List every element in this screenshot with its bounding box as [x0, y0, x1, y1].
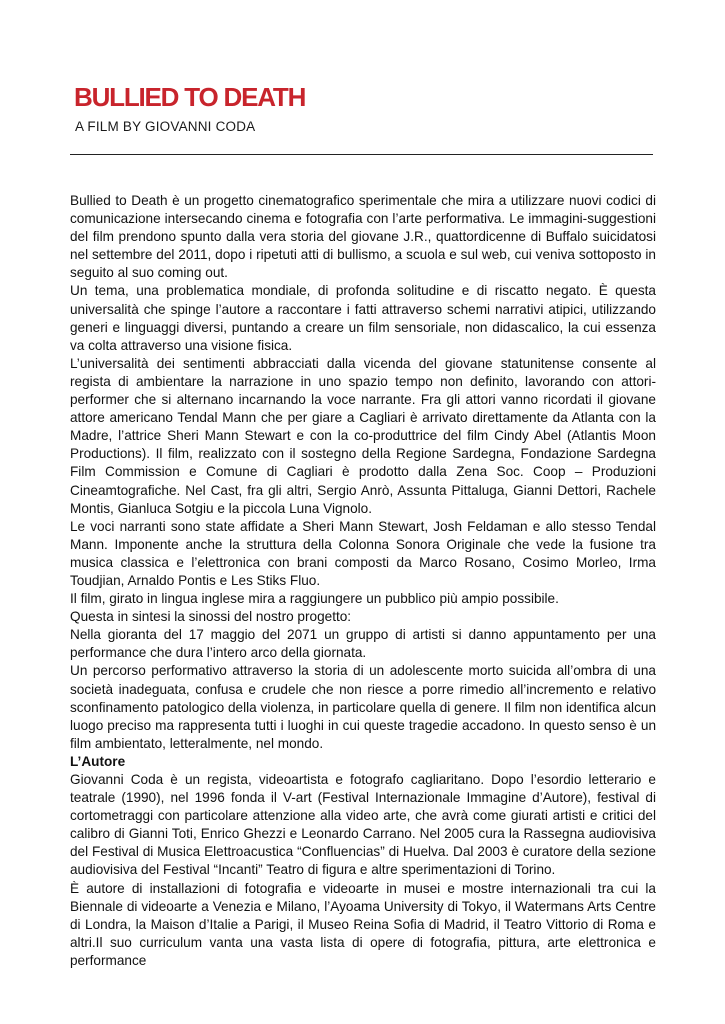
paragraph: L’universalità dei sentimenti abbracciati dalla vicenda del giovane statunitense consente al regista di ambientare la narrazione in uno spazio tempo non definito, lavorando con attori-performer che si alternano incarnando la voce narrante. Fra gli attori vanno ricordati il giovane attore americano Tendal Mann che per giare a Cagliari è arrivato direttamente da Atlanta con la Madre, l’attrice Sheri Mann Stewart e con la co-produttrice del film Cindy Abel (Atlantis Moon Productions). Il film, realizzato con il sostegno della Regione Sardegna, Fondazione Sardegna Film Commission e Comune di Cagliari è prodotto dalla Zena Soc. Coop – Produzioni Cineamtografiche. Nel Cast, fra gli altri, Sergio Anrò, Assunta Pittaluga, Gianni Dettori, Rachele Montis, Gianluca Sotgiu e la piccola Luna Vignolo.: [70, 355, 656, 516]
document-subtitle: A FILM BY GIOVANNI CODA: [75, 119, 256, 134]
document-title: BULLIED TO DEATH: [74, 82, 306, 112]
paragraph: Un tema, una problematica mondiale, di profonda solitudine e di riscatto negato. È questa universalità che spinge l’autore a raccontare i fatti attraverso schemi narrativi atipici, utilizzando generi e linguaggi diversi, puntando a creare un film sensoriale, non didascalico, la cui essenza va colta attraverso una visione fisica.: [70, 283, 656, 353]
paragraph: Nella gioranta del 17 maggio del 2071 un gruppo di artisti si danno appuntamento per una performance che dura l’intero arco della giornata.: [70, 627, 656, 661]
header-divider: [70, 154, 653, 155]
paragraph: Bullied to Death è un progetto cinematografico sperimentale che mira a utilizzare nuovi codici di comunicazione intersecando cinema e fotografia con l’arte performativa. Le immagini-suggestioni del film prendono spunto dalla vera storia del giovane J.R., quattordicenne di Buffalo suicidatosi nel settembre del 2011, dopo i ripetuti atti di bullismo, a scuola e sul web, cui veniva sottoposto in seguito al suo coming out.: [70, 193, 656, 281]
paragraph: Giovanni Coda è un regista, videoartista e fotografo cagliaritano. Dopo l’esordio letterario e teatrale (1990), nel 1996 fonda il V-art (Festival Internazionale Immagine d’Autore), festival di cortometraggi con particolare attenzione alla video arte, che avrà come giurati artisti e critici del calibro di Gianni Toti, Enrico Ghezzi e Leonardo Carrano. Nel 2005 cura la Rassegna audiovisiva del Festival di Musica Elettroacustica “Confluencias” di Huelva. Dal 2003 è curatore della sezione audiovisiva del Festival “Incanti” Teatro di figura e altre sperimentazioni di Torino.: [70, 772, 656, 878]
section-heading-author: L’Autore: [70, 753, 126, 769]
paragraph: Questa in sintesi la sinossi del nostro progetto:: [70, 609, 352, 625]
document-body: [70, 192, 656, 970]
paragraph: Il film, girato in lingua inglese mira a raggiungere un pubblico più ampio possibile.: [70, 591, 559, 607]
paragraph: È autore di installazioni di fotografia e videoarte in musei e mostre internazionali tra cui la Biennale di videoarte a Venezia e Milano, l’Ayoama University di Tokyo, il Watermans Arts Centre di Londra, la Maison d’Italie a Parigi, il Museo Reina Sofia di Madrid, il Teatro Vittorio di Roma e altri.Il suo curriculum vanta una vasta lista di opere di fotografia, pittura, arte elettronica e performance: [70, 880, 656, 968]
paragraph: Un percorso performativo attraverso la storia di un adolescente morto suicida all’ombra di una società inadeguata, confusa e crudele che non riesce a porre rimedio all’incremento e relativo sconfinamento patologico della violenza, in particolare quella di genere. Il film non identifica alcun luogo preciso ma rappresenta tutti i luoghi in cui queste tragedie accadono. In questo senso è un film ambientato, letteralmente, nel mondo.: [70, 663, 656, 751]
paragraph: Le voci narranti sono state affidate a Sheri Mann Stewart, Josh Feldaman e allo stesso Tendal Mann. Imponente anche la struttura della Colonna Sonora Originale che vede la fusione tra musica classica e l’elettronica con brani composti da Marco Rosano, Cosimo Morleo, Irma Toudjian, Arnaldo Pontis e Les Stiks Fluo.: [70, 518, 656, 588]
